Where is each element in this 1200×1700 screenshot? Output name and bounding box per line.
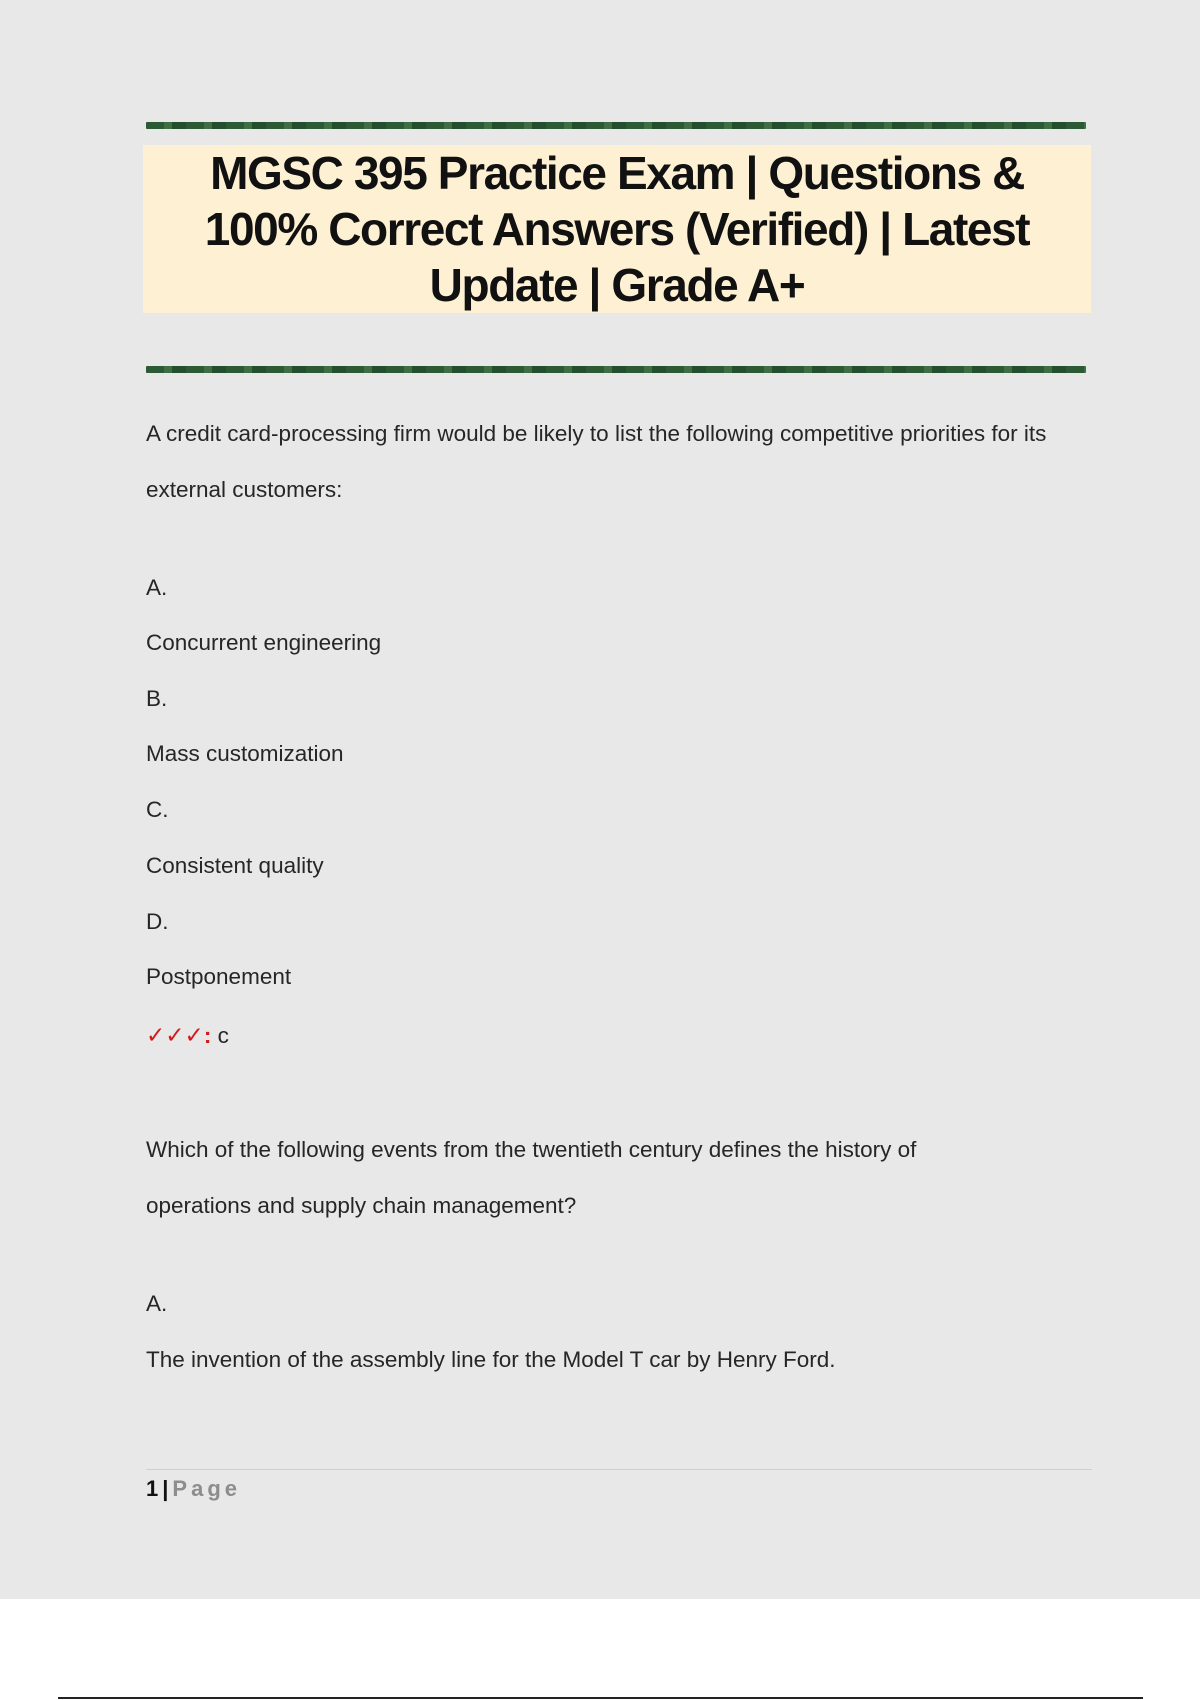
option-text-2a: The invention of the assembly line for the Model T car by Henry Ford. — [146, 1347, 836, 1372]
page-label: Page — [172, 1476, 241, 1501]
option-letter-2a: A. — [146, 1291, 168, 1316]
title-top-rule — [146, 122, 1086, 129]
answer-line-1 — [146, 1021, 1086, 1050]
option-letter-1a: A. — [146, 575, 168, 600]
footer-divider — [146, 1469, 1092, 1470]
document-title: MGSC 395 Practice Exam | Questions & 100% Correct Answers (Verified) | Latest Update | Grade A+ — [204, 147, 1030, 311]
question-block-1 — [146, 406, 1086, 1050]
exam-content — [146, 420, 1086, 1374]
title-bottom-rule — [146, 366, 1086, 373]
title-highlight-box — [143, 145, 1091, 313]
question-text-2: Which of the following events from the twentieth century defines the history of operations and supply chain management? — [146, 1137, 917, 1218]
checkmark-icon: ✓✓✓ — [146, 1022, 204, 1048]
next-page-top-rule — [58, 1697, 1143, 1699]
option-letter-1d: D. — [146, 909, 169, 934]
page-separator: | — [162, 1476, 169, 1501]
question-block-2 — [146, 1122, 1086, 1374]
page-number: 1 — [146, 1476, 159, 1501]
answer-colon: : — [203, 1023, 212, 1048]
option-text-1d: Postponement — [146, 964, 292, 989]
page-footer — [146, 1475, 241, 1503]
question-text-1: A credit card-processing firm would be likely to list the following competitive priorities for its external customers: — [146, 421, 1047, 502]
option-text-1c: Consistent quality — [146, 853, 324, 878]
option-letter-1b: B. — [146, 686, 168, 711]
answer-value-1: c — [217, 1023, 229, 1048]
option-text-1b: Mass customization — [146, 741, 344, 766]
option-text-1a: Concurrent engineering — [146, 630, 382, 655]
option-letter-1c: C. — [146, 797, 169, 822]
